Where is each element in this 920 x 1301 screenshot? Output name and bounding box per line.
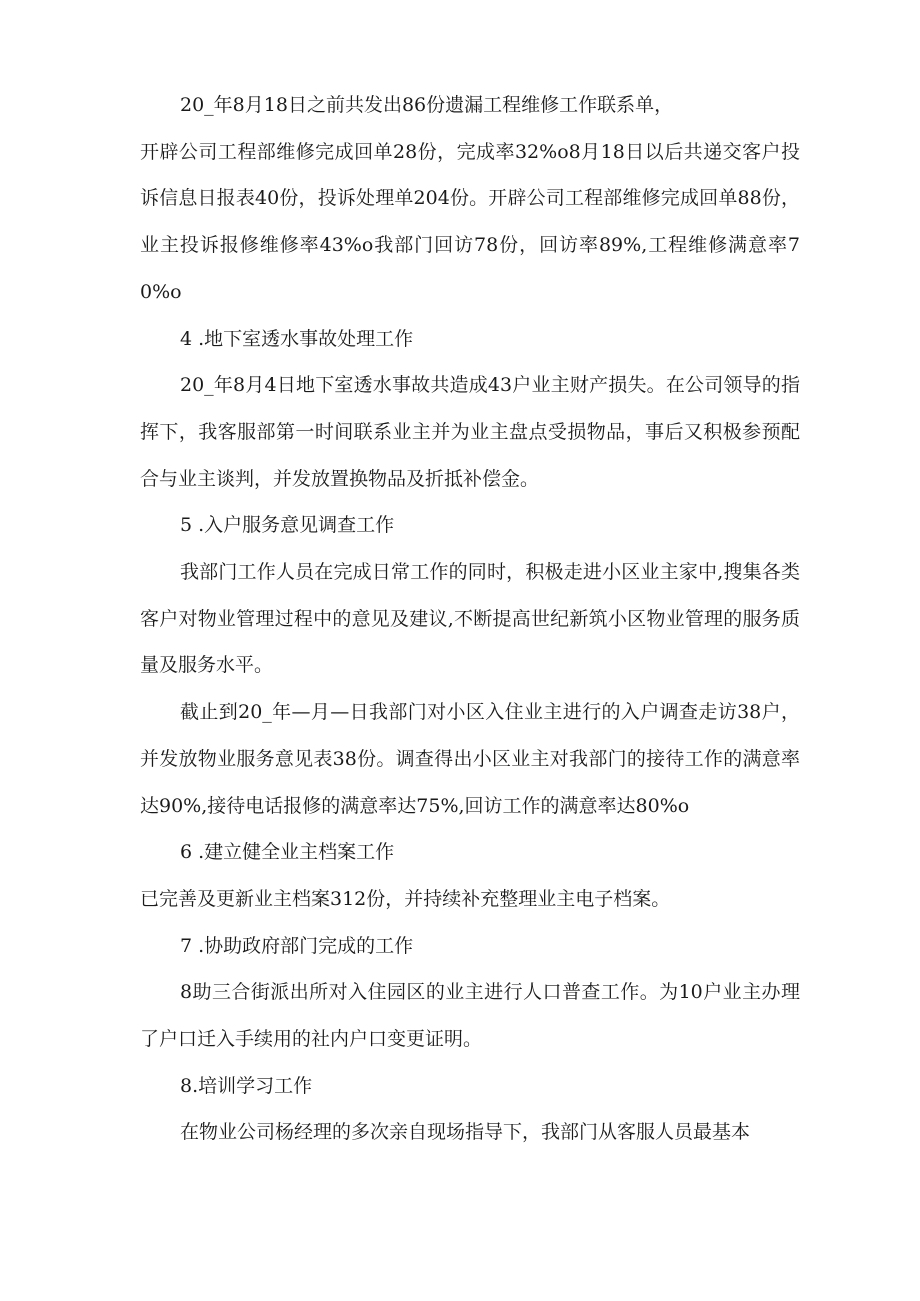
paragraph-survey-work: 我部门工作人员在完成日常工作的同时，积极走进小区业主家中,搜集各类客户对物业管理过程中的意见及建议,不断提高世纪新筑小区物业管理的服务质量及服务水平。 bbox=[140, 561, 800, 677]
paragraph-basement-flood: 20_年8月4日地下室透水事故共造成43户业主财产损失。在公司领导的指挥下，我客服部第一时间联系业主并为业主盘点受损物品，事后又积极参预配合与业主谈判，并发放置换物品及折抵补偿金。 bbox=[140, 374, 800, 490]
paragraph-survey-results: 截止到20_年—月—日我部门对小区入住业主进行的入户调查走访38户，并发放物业服务意见表38份。调查得出小区业主对我部门的接待工作的满意率达90%,接待电话报修的满意率达75%,回访工作的满意率达80%o bbox=[140, 701, 800, 817]
heading-government-assistance: 7 .协助政府部门完成的工作 bbox=[180, 934, 414, 957]
heading-survey-work: 5 .入户服务意见调查工作 bbox=[180, 514, 395, 537]
paragraph-government-assistance: 8助三合街派出所对入住园区的业主进行人口普查工作。为10户业主办理了户口迁入手续用的社内户口变更证明。 bbox=[140, 981, 800, 1051]
heading-basement-flood: 4 .地下室透水事故处理工作 bbox=[180, 327, 414, 350]
heading-owner-archives: 6 .建立健全业主档案工作 bbox=[180, 841, 395, 864]
document-page bbox=[140, 82, 800, 1156]
paragraph-repair-contact-forms: 20_年8月18日之前共发出86份遗漏工程维修工作联系单， bbox=[180, 94, 674, 116]
paragraph-repair-completion-stats: 开辟公司工程部维修完成回单28份，完成率32%o8月18日以后共递交客户投诉信息日报表40份，投诉处理单204份。开辟公司工程部维修完成回单88份，业主投诉报修维修率43%o我部门回访78份，回访率89%,工程维修满意率70%o bbox=[140, 140, 800, 303]
heading-training: 8.培训学习工作 bbox=[180, 1074, 313, 1097]
paragraph-owner-archives: 已完善及更新业主档案312份，并持续补充整理业主电子档案。 bbox=[140, 887, 671, 910]
paragraph-training: 在物业公司杨经理的多次亲自现场指导下，我部门从客服人员最基本 bbox=[180, 1121, 751, 1144]
